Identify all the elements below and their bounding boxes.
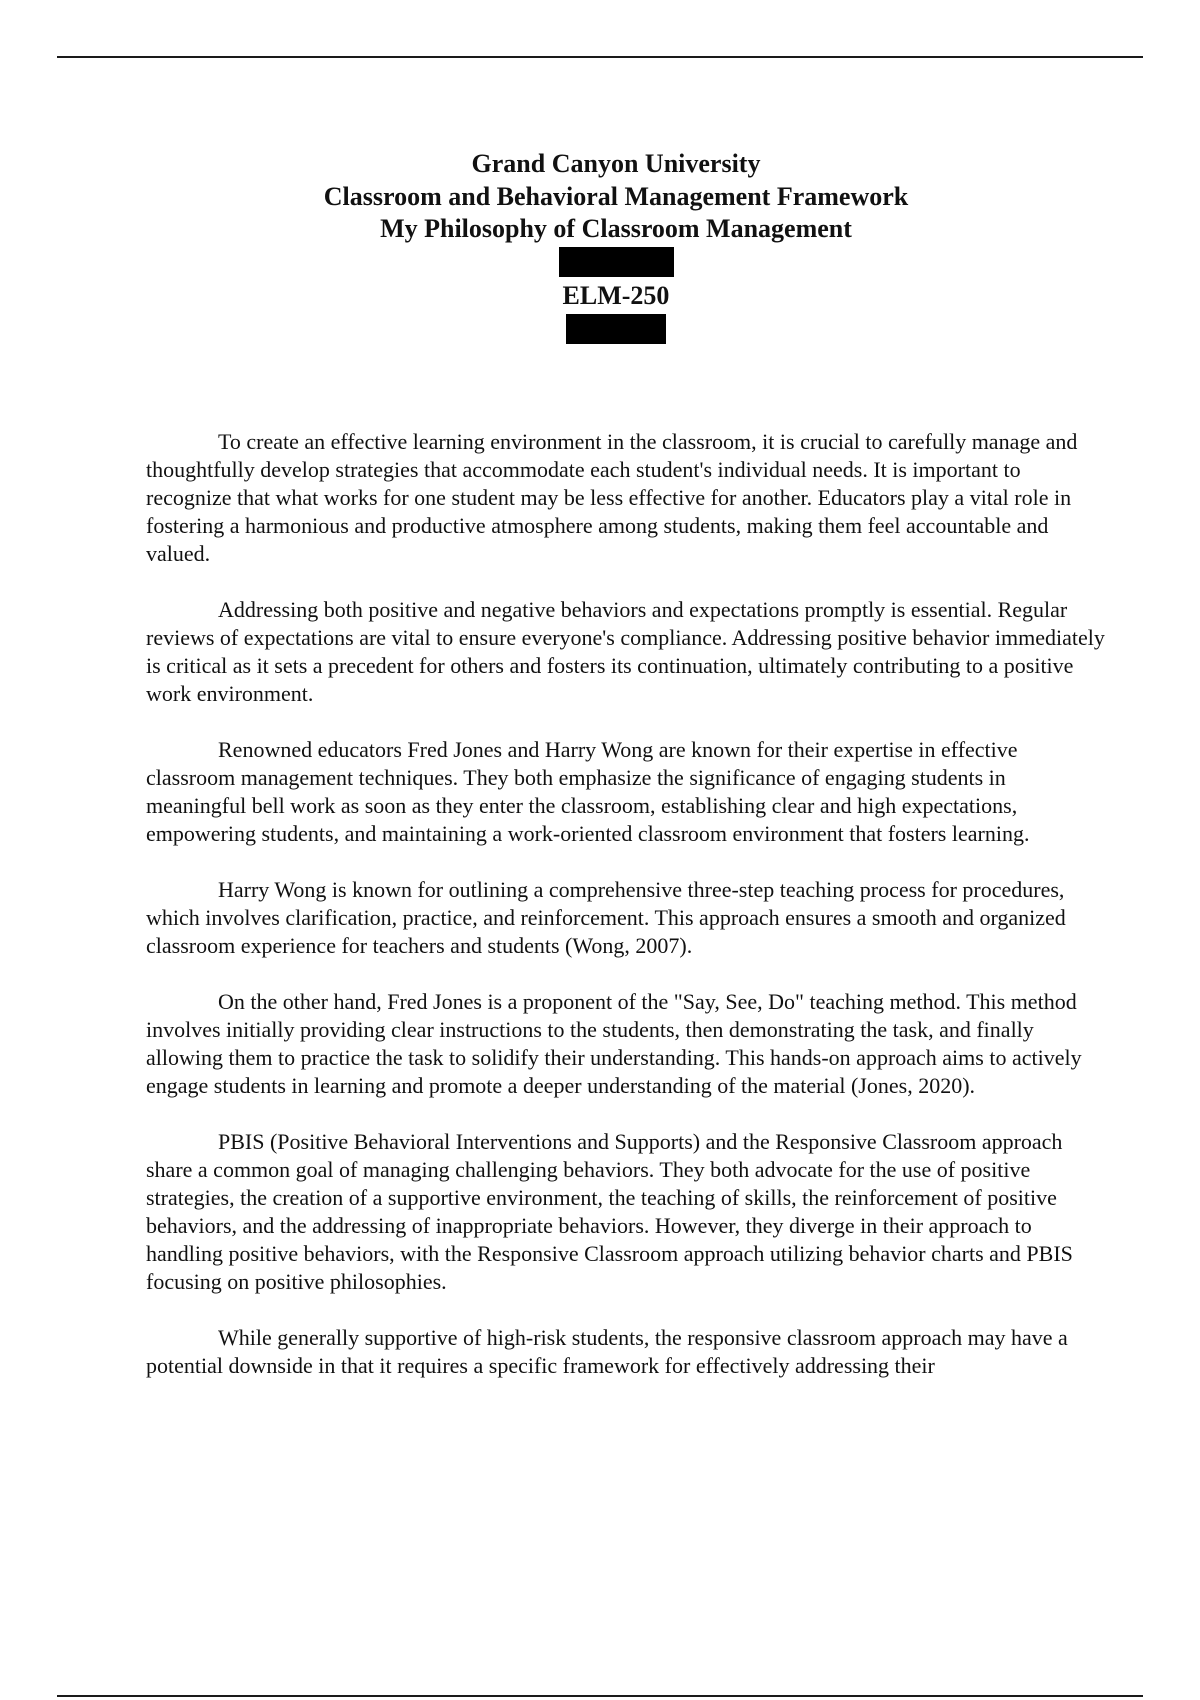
paragraph: While generally supportive of high-risk students, the responsive classroom approach may have a potential downside in that it requires a specific framework for effectively addressing their (146, 1325, 1068, 1378)
title-block (0, 148, 1200, 344)
redacted-author-name (559, 247, 674, 277)
paragraph: PBIS (Positive Behavioral Interventions and Supports) and the Responsive Classroom approach share a common goal of managing challenging behaviors. They both advocate for the use of positive strategies, the creation of a supportive environment, the teaching of skills, the reinforcement of positive behaviors, and the addressing of inappropriate behaviors. However, they diverge in their approach to handling positive behaviors, with the Responsive Classroom approach utilizing behavior charts and PBIS focusing on positive philosophies. (146, 1129, 1073, 1294)
paragraph: To create an effective learning environment in the classroom, it is crucial to carefully manage and thoughtfully develop strategies that accommodate each student's individual needs. It is important to recognize that what works for one student may be less effective for another. Educators play a vital role in fostering a harmonious and productive atmosphere among students, making them feel accountable and valued. (146, 429, 1078, 566)
paper-title: My Philosophy of Classroom Management (380, 214, 852, 243)
redacted-date (566, 314, 666, 344)
paragraph: Harry Wong is known for outlining a comprehensive three-step teaching process for procedures, which involves clarification, practice, and reinforcement. This approach ensures a smooth and organized classroom experience for teachers and students (Wong, 2007). (146, 877, 1066, 958)
essay-body (146, 428, 1106, 1408)
course-title: Classroom and Behavioral Management Framework (323, 181, 909, 211)
bottom-rule (57, 1695, 1143, 1697)
paragraph: On the other hand, Fred Jones is a proponent of the "Say, See, Do" teaching method. This method involves initially providing clear instructions to the students, then demonstrating the task, and finally allowing them to practice the task to solidify their understanding. This hands-on approach aims to actively engage students in learning and promote a deeper understanding of the material (Jones, 2020). (146, 989, 1082, 1098)
course-code: ELM-250 (562, 280, 670, 310)
university-name: Grand Canyon University (471, 149, 761, 178)
top-rule (57, 56, 1143, 58)
paragraph: Addressing both positive and negative behaviors and expectations promptly is essential. Regular reviews of expectations are vital to ensure everyone's compliance. Addressing positive behavior immediately is critical as it sets a precedent for others and fosters its continuation, ultimately contributing to a positive work environment. (146, 597, 1105, 706)
paragraph: Renowned educators Fred Jones and Harry Wong are known for their expertise in effective classroom management techniques. They both emphasize the significance of engaging students in meaningful bell work as soon as they enter the classroom, establishing clear and high expectations, empowering students, and maintaining a work-oriented classroom environment that fosters learning. (146, 737, 1030, 846)
